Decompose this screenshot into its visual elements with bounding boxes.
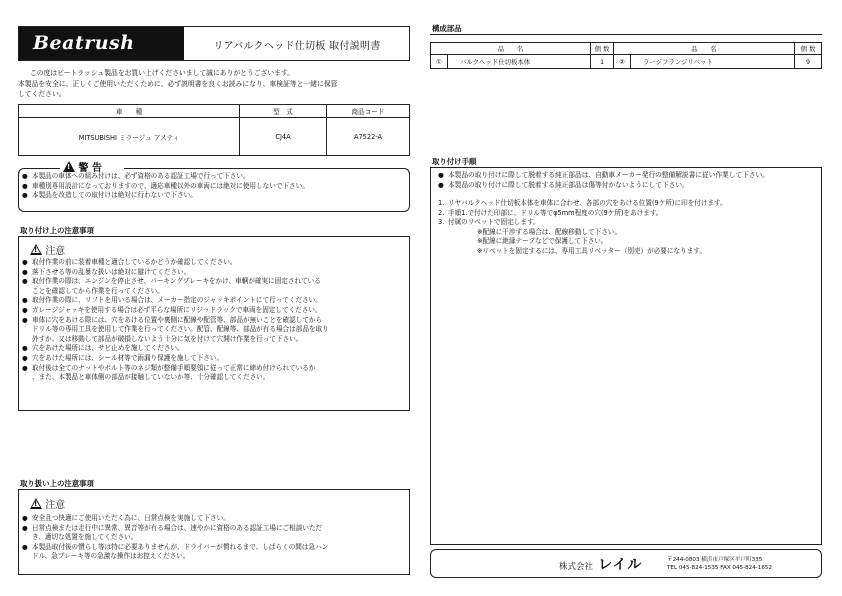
company-postal: 〒244-0803 横浜市戸塚区平戸町335 xyxy=(667,557,763,563)
parts-no-1: ① xyxy=(431,55,448,69)
list-item: ● 安全且つ快適にご使用いただく為に、日常点検を実施して下さい。 xyxy=(22,514,230,522)
table-row xyxy=(431,55,822,69)
company-tel: TEL 045-824-1535 FAX 045-824-1652 xyxy=(667,565,773,571)
list-item: ● 本製品取付後の慣らし等は特に必要ありませんが、ドライバーが慣れるまで、しばらくの間は急ハン ドル、急ブレーキ等の急激な操作はお控えください。 xyxy=(22,542,329,561)
list-item: ● 車体に穴をあける際には、穴をあける位置や裏側に配線や配管等、部品が無いことを確認してから ドリル等の専用工具を使用して作業を行ってください。配管、配線等、部品が有る場合は部品を取り 外すか、又は移動して部品が破損しないよう十分に気を付けて穴開け作業を行って下さい。 xyxy=(22,315,329,343)
parts-header-name-2: 品 名 xyxy=(614,43,795,55)
warning-title: 警 告 xyxy=(78,163,102,174)
list-item: ● 日常点検または走行中に異常、異音等が有る場合は、速やかに資格のある認証工場にご相談いただ き、適切な処置を施してください。 xyxy=(22,523,323,542)
warning-icon xyxy=(63,161,75,172)
list-item: ● 本製品の取り付けに際して脱着する純正部品は、自動車メーカー発行の整備解説書に従い作業して下さい。 xyxy=(438,171,769,179)
parts-title: 構成部品 xyxy=(432,24,462,33)
caution-icon xyxy=(30,244,42,255)
company-name-main: レイル xyxy=(598,557,643,573)
parts-table xyxy=(430,42,822,69)
list-item: ● 取付作業の際は、エンジンを停止させ、パーキングブレーキをかけ、車輌が確実に固定されている ことを確認してから作業を行ってください。 xyxy=(22,277,321,295)
parts-header-qty-2: 個 数 xyxy=(795,43,822,55)
list-item: ● 本製品の車体への組み付けは、必ず資格のある認証工場で行って下さい。 xyxy=(22,172,250,180)
vehicle-table xyxy=(18,104,410,156)
intro-line: この度はビートラッシュ製品をお買い上げくださいまして誠にありがとうございます。 xyxy=(30,69,294,77)
company-name xyxy=(559,554,642,574)
list-item: ● 落下させる等の乱暴な扱いは絶対に避けてください。 xyxy=(22,267,191,276)
handling-cautions-title: 取り扱い上の注意事項 xyxy=(20,479,94,488)
list-item: ● 本製品の取り付けに際して脱着する純正部品は傷等付かないようにして下さい。 xyxy=(438,181,689,190)
list-item: ● 取付作業の前に装着車種と適合しているかどうか確認してください。 xyxy=(22,258,237,266)
intro-line: 本製品を安全に、正しくご使用いただくために、必ず説明書を良くお読みになり、車検証等と一緒に保管 xyxy=(18,79,338,88)
handling-cautions-label: ! 注意 xyxy=(30,496,65,511)
intro-line: してください。 xyxy=(18,90,66,99)
vehicle-header-code: 商品コード xyxy=(327,105,410,118)
install-cautions-label: ! 注意 xyxy=(30,242,65,257)
vehicle-header-type: 型 式 xyxy=(240,105,327,118)
list-item: ● 本製品を改造しての取付けは絶対に行わないで下さい。 xyxy=(22,191,197,200)
procedure-step: 2. 手順1.で付けた印部に、ドリル等でφ5mm程度の穴(9ケ所)をあけます。 xyxy=(438,208,663,217)
caution-icon xyxy=(30,498,42,509)
warning-list xyxy=(22,172,406,201)
vehicle-header-model: 車 種 xyxy=(19,105,240,118)
list-item: ● 穴をあけた場所には、シール材等で雨漏り保護を施して下さい。 xyxy=(22,353,224,362)
parts-name-1: バルクヘッド仕切板本体 xyxy=(448,55,591,69)
header-box xyxy=(18,26,410,61)
list-item: ● 穴をあけた場所には、サビ止めを施してください。 xyxy=(22,344,184,353)
procedure-subnote: ※リベットを固定するには、専用工具リベッター（別売）が必要になります。 xyxy=(477,246,706,255)
parts-no-2: ② xyxy=(614,55,631,69)
install-cautions-title: 取り付け上の注意事項 xyxy=(20,226,94,235)
parts-rule xyxy=(430,34,822,35)
parts-header-qty-1: 個 数 xyxy=(591,43,614,55)
company-box xyxy=(430,549,822,578)
page-title: リアバルクヘッド仕切板 取付説明書 xyxy=(213,41,381,52)
procedure-step: 3. 付属のリベットで固定します。 xyxy=(438,218,540,227)
procedure-notes xyxy=(438,170,820,191)
intro-text xyxy=(18,68,410,100)
vehicle-type-cell: CJ4A xyxy=(240,118,327,156)
parts-qty-1: 1 xyxy=(591,55,614,69)
procedure-subnote: ※配線に干渉する場合は、配線移動して下さい。 xyxy=(477,227,621,236)
company-address xyxy=(667,556,772,572)
vehicle-code-cell: A7522-A xyxy=(327,118,410,156)
procedure-title: 取り付け手順 xyxy=(432,157,477,166)
vehicle-model-cell: MITSUBISHI ミラージュ アスティ xyxy=(19,118,240,156)
company-prefix: 株式会社 xyxy=(559,562,594,572)
parts-name-2: ラージフランジリベット xyxy=(631,55,795,69)
procedure-step: 1. リヤバルクヘッド仕切板本体を車体に合わせ、各部の穴をあける位置(9ケ所)に印を付けます。 xyxy=(438,199,727,207)
brand-logo-text: Beatrush xyxy=(33,32,135,54)
list-item: ● 車種別専用設計になっておりますので、適応車種以外の車両には絶対に使用しないで下さい。 xyxy=(22,181,309,190)
handling-cautions-list xyxy=(22,514,406,562)
brand-logo xyxy=(19,27,184,60)
parts-qty-2: 9 xyxy=(795,55,822,69)
list-item: ● ガレージジャッキを使用する場合は必ず平らな場所にリジッドラックで車両を固定してください。 xyxy=(22,305,322,314)
list-item: ● 取付作業の際に、リフトを用いる場合は、メーカー指定のジャッキポイントにて行ってください。 xyxy=(22,296,322,305)
list-item: ● 取付後は全てのナットやボルト等のネジ類が整備手順要領に従って正常に締め付けられているか 、また、本製品と車体側の部品が接触していないか等、十分確認してください。 xyxy=(22,363,316,382)
parts-header-name-1: 品 名 xyxy=(431,43,591,55)
install-cautions-list xyxy=(22,258,406,383)
procedure-steps xyxy=(438,199,820,257)
procedure-subnote: ※配線に絶縁テープなどで保護して下さい。 xyxy=(477,237,608,246)
